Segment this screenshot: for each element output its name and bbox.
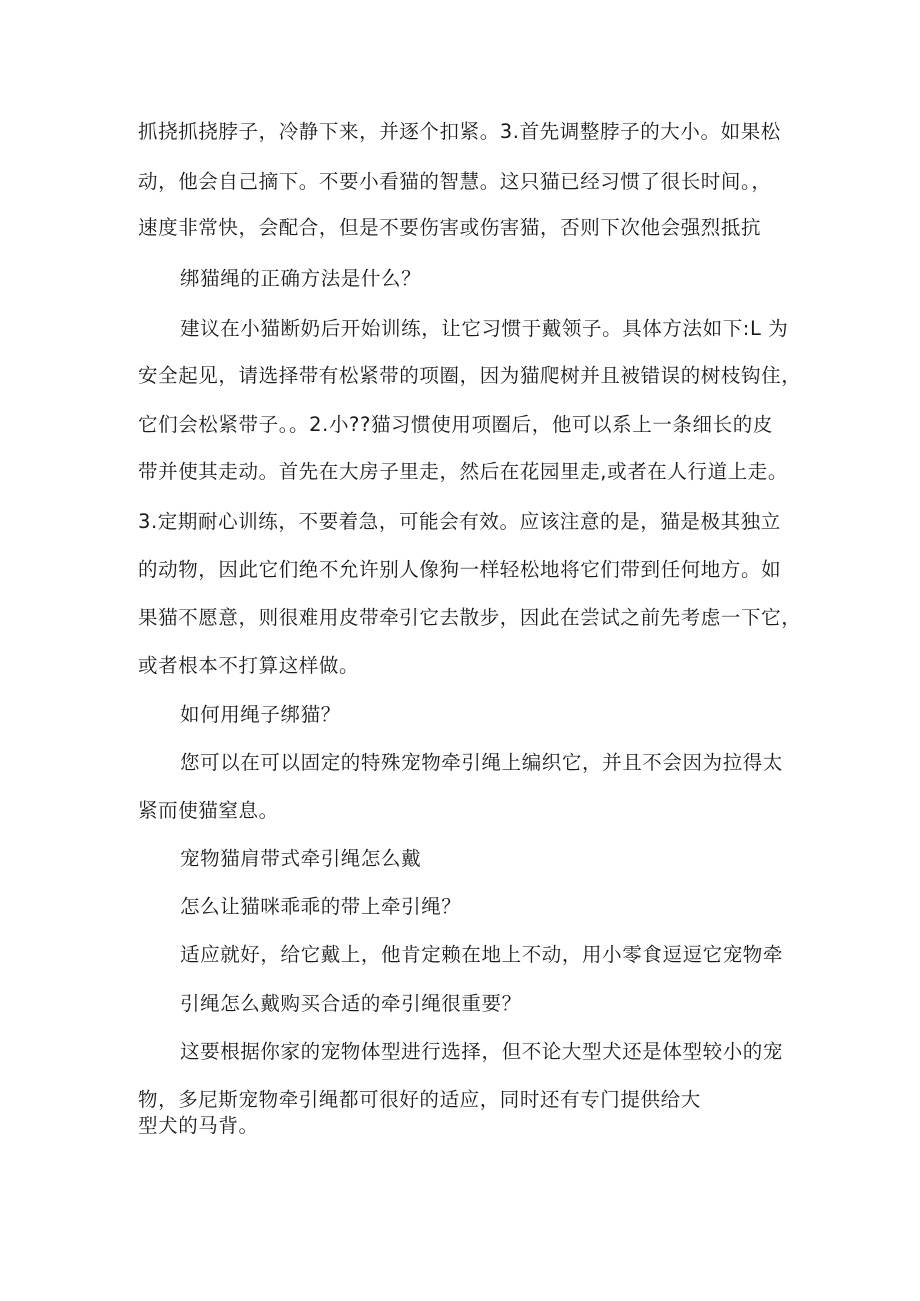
text-line-22: 型犬的马背。 bbox=[138, 1114, 259, 1137]
text-line-14: 您可以在可以固定的特殊宠物牵引绳上编织它，并且不会因为拉得太 bbox=[180, 751, 784, 774]
text-line-21: 物，多尼斯宠物牵引绳都可很好的适应，同时还有专门提供给大 bbox=[138, 1088, 701, 1111]
text-line-18: 适应就好，给它戴上，他肯定赖在地上不动，用小零食逗逗它宠物牵 bbox=[180, 943, 784, 966]
text-line-7: 它们会松紧带子。。2.小??猫习惯使用项圈后，他可以系上一条细长的皮 bbox=[138, 413, 773, 436]
heading-line-2: 如何用绳子绑猫？ bbox=[180, 703, 341, 726]
text-line-1: 抓挠抓挠脖子，冷静下来，并逐个扣紧。3.首先调整脖子的大小。如果松 bbox=[138, 120, 781, 143]
text-line-10: 的动物，因此它们绝不允许别人像狗一样轻松地将它们带到任何地方。如 bbox=[138, 558, 782, 581]
text-line-6: 安全起见，请选择带有松紧带的项圈，因为猫爬树并且被错误的树枝钩住， bbox=[138, 364, 802, 387]
text-line-3: 速度非常快，会配合，但是不要伤害或伤害猫，否则下次他会强烈抵抗 bbox=[138, 216, 762, 239]
text-line-5: 建议在小猫断奶后开始训练，让它习惯于戴领子。具体方法如下:L 为 bbox=[180, 317, 789, 340]
text-line-20: 这要根据你家的宠物体型进行选择，但不论大型犬还是体型较小的宠 bbox=[180, 1040, 784, 1063]
text-line-12: 或者根本不打算这样做。 bbox=[138, 654, 360, 677]
text-line-9: 3.定期耐心训练，不要着急，可能会有效。应该注意的是，猫是极其独立 bbox=[138, 510, 781, 533]
text-line-19: 引绳怎么戴购买合适的牵引绳很重要？ bbox=[180, 992, 522, 1015]
text-line-2: 动，他会自己摘下。不要小看猫的智慧。这只猫已经习惯了很长时间。， bbox=[138, 170, 772, 193]
text-line-11: 果猫不愿意，则很难用皮带牵引它去散步，因此在尝试之前先考虑一下它， bbox=[138, 606, 802, 629]
heading-line-1: 绑猫绳的正确方法是什么？ bbox=[180, 267, 422, 290]
text-line-8: 带并使其走动。首先在大房子里走，然后在花园里走,或者在人行道上走。 bbox=[138, 460, 788, 483]
heading-line-3: 宠物猫肩带式牵引绳怎么戴 bbox=[180, 847, 422, 870]
heading-line-4: 怎么让猫咪乖乖的带上牵引绳？ bbox=[180, 895, 462, 918]
text-line-15: 紧而使猫窒息。 bbox=[138, 799, 279, 822]
